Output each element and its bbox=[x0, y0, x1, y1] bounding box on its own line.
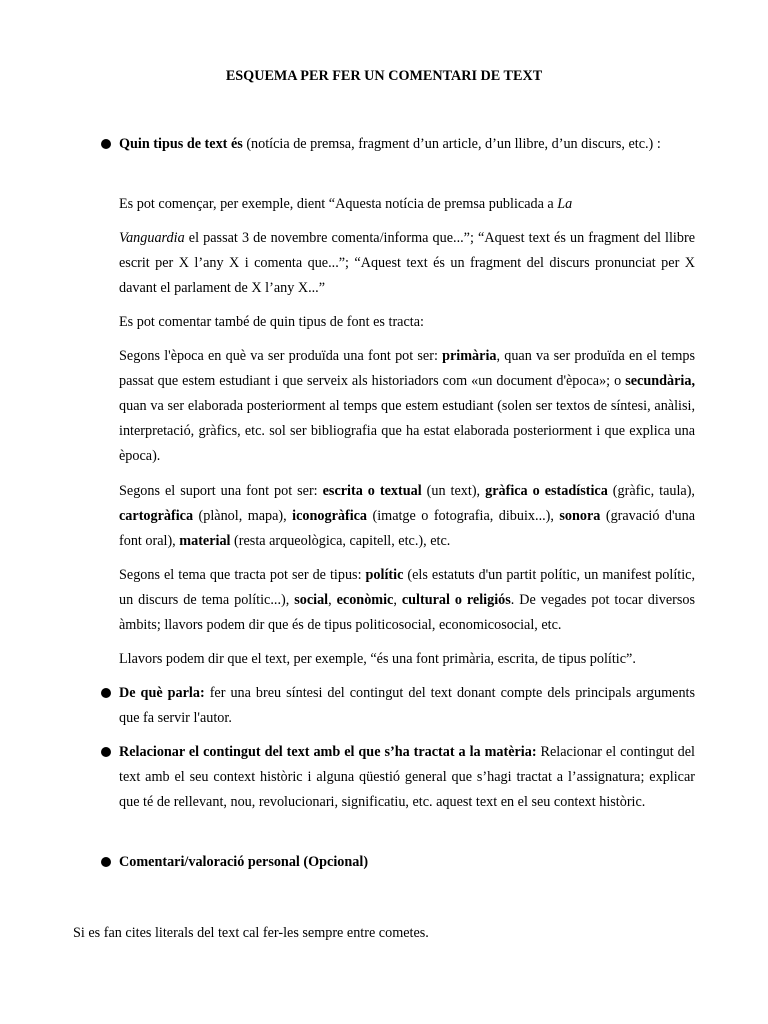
bold-run: social bbox=[294, 592, 329, 608]
footer-note: Si es fan cites literals del text cal fer-les sempre entre cometes. bbox=[73, 925, 429, 941]
bullet-icon bbox=[101, 139, 111, 149]
paragraph: Llavors podem dir que el text, per exemple, “és una font primària, escrita, de tipus polític”. bbox=[119, 651, 636, 667]
text-run: (plànol, mapa), bbox=[193, 508, 293, 524]
text-run: Segons el tema que tracta pot ser de tipus: bbox=[119, 567, 366, 583]
text-run: (resta arqueològica, capitell, etc.), etc. bbox=[230, 533, 451, 549]
paragraph bbox=[119, 226, 695, 301]
bold-run: econòmic bbox=[336, 592, 394, 608]
bullet-icon bbox=[101, 688, 111, 698]
bold-run: cartogràfica bbox=[119, 508, 194, 524]
section-personal-comment bbox=[119, 850, 695, 875]
bullet-icon bbox=[101, 747, 111, 757]
italic-run: La bbox=[557, 196, 573, 212]
bold-run: iconogràfica bbox=[292, 508, 368, 524]
text-run: , bbox=[393, 592, 402, 608]
bold-run: sonora bbox=[559, 508, 601, 524]
text-run: (els estatuts d'un partit polític, un manifest polític, un discurs de tema polític...), bbox=[119, 567, 695, 608]
bold-run: polític bbox=[365, 567, 404, 583]
text-run: , bbox=[328, 592, 337, 608]
text-run: Segons l'època en què va ser produïda una font pot ser: bbox=[119, 348, 443, 364]
paragraph bbox=[119, 479, 695, 554]
paragraph bbox=[119, 192, 695, 217]
bold-run: gràfica o estadística bbox=[485, 483, 608, 499]
text-run: . De vegades pot tocar diversos àmbits; llavors podem dir que és de tipus politicosocial, economicosocial, etc. bbox=[119, 592, 696, 633]
section-text-type bbox=[119, 132, 695, 157]
section-label: Quin tipus de text és bbox=[119, 136, 243, 152]
bold-run: cultural o religiós bbox=[401, 592, 511, 608]
bold-run: primària bbox=[442, 348, 497, 364]
italic-run: Vanguardia bbox=[119, 230, 185, 246]
bullet-icon bbox=[101, 857, 111, 867]
section-label: Relacionar el contingut del text amb el que s’ha tractat a la matèria: bbox=[119, 744, 537, 760]
text-run: (gràfic, taula), bbox=[607, 483, 695, 499]
section-label: De què parla: bbox=[119, 685, 205, 701]
section-topic bbox=[119, 681, 695, 731]
section-body: fer una breu síntesi del contingut del text donant compte dels principals arguments que fa servir l'autor. bbox=[119, 685, 695, 726]
paragraph: Es pot comentar també de quin tipus de font es tracta: bbox=[119, 314, 424, 330]
section-body: (notícia de premsa, fragment d’un article, d’un llibre, d’un discurs, etc.) : bbox=[242, 136, 661, 152]
paragraph bbox=[119, 563, 695, 638]
text-run: el passat 3 de novembre comenta/informa que...”; “Aquest text és un fragment del llibre escrit per X l’any X i comenta que...”; “Aquest text és un fragment del discurs pronunciat per X davant el parlament de X l’any X...” bbox=[119, 230, 695, 296]
bold-run: escrita o textual bbox=[322, 483, 422, 499]
bold-run: material bbox=[179, 533, 231, 549]
bold-run: secundària, bbox=[625, 373, 695, 389]
paragraph bbox=[119, 344, 695, 469]
text-run: (gravació d'una font oral), bbox=[119, 508, 696, 549]
text-run: Es pot començar, per exemple, dient “Aquesta notícia de premsa publicada a bbox=[119, 196, 558, 212]
section-context bbox=[119, 740, 695, 815]
document-title: ESQUEMA PER FER UN COMENTARI DE TEXT bbox=[225, 68, 543, 84]
text-run: , quan va ser produïda en el temps passat que estem estudiant i que serveix als historiadors com «un document d'època»; o bbox=[119, 348, 695, 389]
text-run: (imatge o fotografia, dibuix...), bbox=[367, 508, 560, 524]
section-body: Relacionar el contingut del text amb el seu context històric i alguna qüestió general que s’hagi tractat a l’assignatura; explicar que té de rellevant, nou, revolucionari, significatiu, etc. aquest text en el seu context històric. bbox=[119, 744, 696, 810]
text-run: (un text), bbox=[421, 483, 486, 499]
text-run: quan va ser elaborada posteriorment al temps que estem estudiant (solen ser textos de síntesi, anàlisi, interpretació, gràfics, etc. sol ser bibliografia que ha estat elaborada posteriorment i que explica una època). bbox=[119, 398, 695, 464]
text-run: Segons el suport una font pot ser: bbox=[119, 483, 323, 499]
section-label: Comentari/valoració personal (Opcional) bbox=[119, 854, 369, 870]
